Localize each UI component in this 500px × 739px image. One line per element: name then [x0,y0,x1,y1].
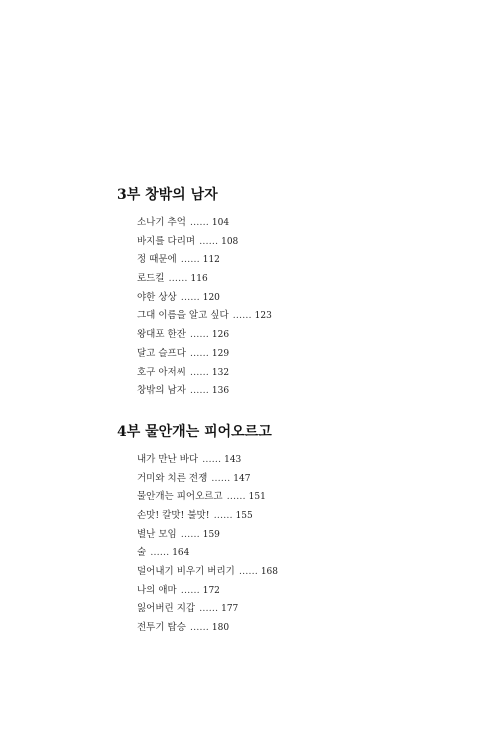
entry-title: 창밖의 남자 [137,385,186,397]
page-number: 155 [235,510,253,521]
entry-title: 소나기 추억 [137,217,186,228]
entry-title: 호구 아저씨 [137,366,186,378]
toc-entry-list [117,214,457,401]
entry-title: 그대 이름을 알고 싶다 [137,310,229,322]
entry-title: 내가 만난 바다 [137,453,199,465]
page-number: 177 [221,604,239,615]
entry-title: 전투기 탑승 [137,622,186,634]
entry-title: 달고 슬프다 [137,347,186,359]
entry-title: 로드킬 [137,273,165,285]
toc-entry [137,507,457,526]
page-number: 108 [221,236,239,247]
dot-leader: …… [211,472,231,484]
dot-leader: …… [189,217,209,228]
dot-leader: …… [199,603,219,615]
page-number: 168 [260,567,278,577]
entry-title: 정 때문에 [137,254,177,266]
toc-entry [137,233,457,252]
page-number: 123 [254,311,272,322]
entry-title: 술 [137,547,147,559]
toc-entry [137,619,457,638]
dot-leader: …… [226,491,246,503]
part-title: 4부 물안개는 피어오르고 [117,423,272,440]
page-number: 172 [202,585,220,596]
toc-entry [137,526,457,545]
dot-leader: …… [150,547,170,559]
toc-entry [137,345,457,364]
part-title: 3부 창밖의 남자 [117,187,218,203]
toc-entry [137,214,457,233]
entry-title: 덜어내기 비우기 버리기 [137,566,235,577]
toc-entry [137,563,457,582]
dot-leader: …… [199,235,219,247]
dot-leader: …… [168,273,188,285]
entry-title: 바지를 다리며 [137,235,196,247]
dot-leader: …… [189,366,209,378]
page-number: 151 [248,492,266,503]
entry-title: 손맛! 칼맛! 불맛! [137,509,210,521]
entry-title: 왕대포 한잔 [137,329,186,341]
page-number: 180 [211,623,230,634]
toc-entry [137,470,457,489]
toc-entry [137,289,457,308]
page-number: 116 [190,274,208,285]
toc-entry [137,270,457,289]
page-number: 112 [202,255,220,266]
page-number: 143 [224,454,242,465]
dot-leader: …… [232,310,252,322]
page-number: 164 [172,548,190,559]
entry-title: 야한 상상 [137,291,177,303]
toc-entry [137,488,457,507]
page-number: 120 [202,292,220,303]
page-number: 136 [211,386,230,397]
toc-entry-list [117,451,457,638]
toc-entry [137,600,457,619]
entry-title: 거미와 치른 전쟁 [137,472,208,484]
dot-leader: …… [238,566,258,577]
toc-entry [137,364,457,383]
dot-leader: …… [189,329,209,341]
entry-title: 나의 애마 [137,584,177,596]
entry-title: 별난 모임 [137,528,177,540]
dot-leader: …… [180,291,200,303]
entry-title: 물안개는 피어오르고 [137,491,223,503]
page-number: 126 [211,330,230,341]
page-number: 104 [211,218,230,228]
dot-leader: …… [180,584,200,596]
dot-leader: …… [189,385,209,397]
toc-entry [137,307,457,326]
toc-entry [137,451,457,470]
dot-leader: …… [189,347,209,359]
entry-title: 잃어버린 지갑 [137,603,196,615]
toc-entry [137,382,457,401]
toc-entry [137,326,457,345]
table-of-contents [117,186,457,638]
dot-leader: …… [189,622,209,634]
dot-leader: …… [180,528,200,540]
toc-entry [137,251,457,270]
toc-part-4 [117,423,457,638]
page-number: 159 [202,529,220,540]
dot-leader: …… [180,254,200,266]
toc-entry [137,544,457,563]
dot-leader: …… [213,509,233,521]
page-number: 132 [211,367,230,378]
dot-leader: …… [202,453,222,465]
page-number: 147 [233,473,251,484]
page-number: 129 [211,348,230,359]
toc-part-3 [117,186,457,401]
toc-entry [137,582,457,601]
